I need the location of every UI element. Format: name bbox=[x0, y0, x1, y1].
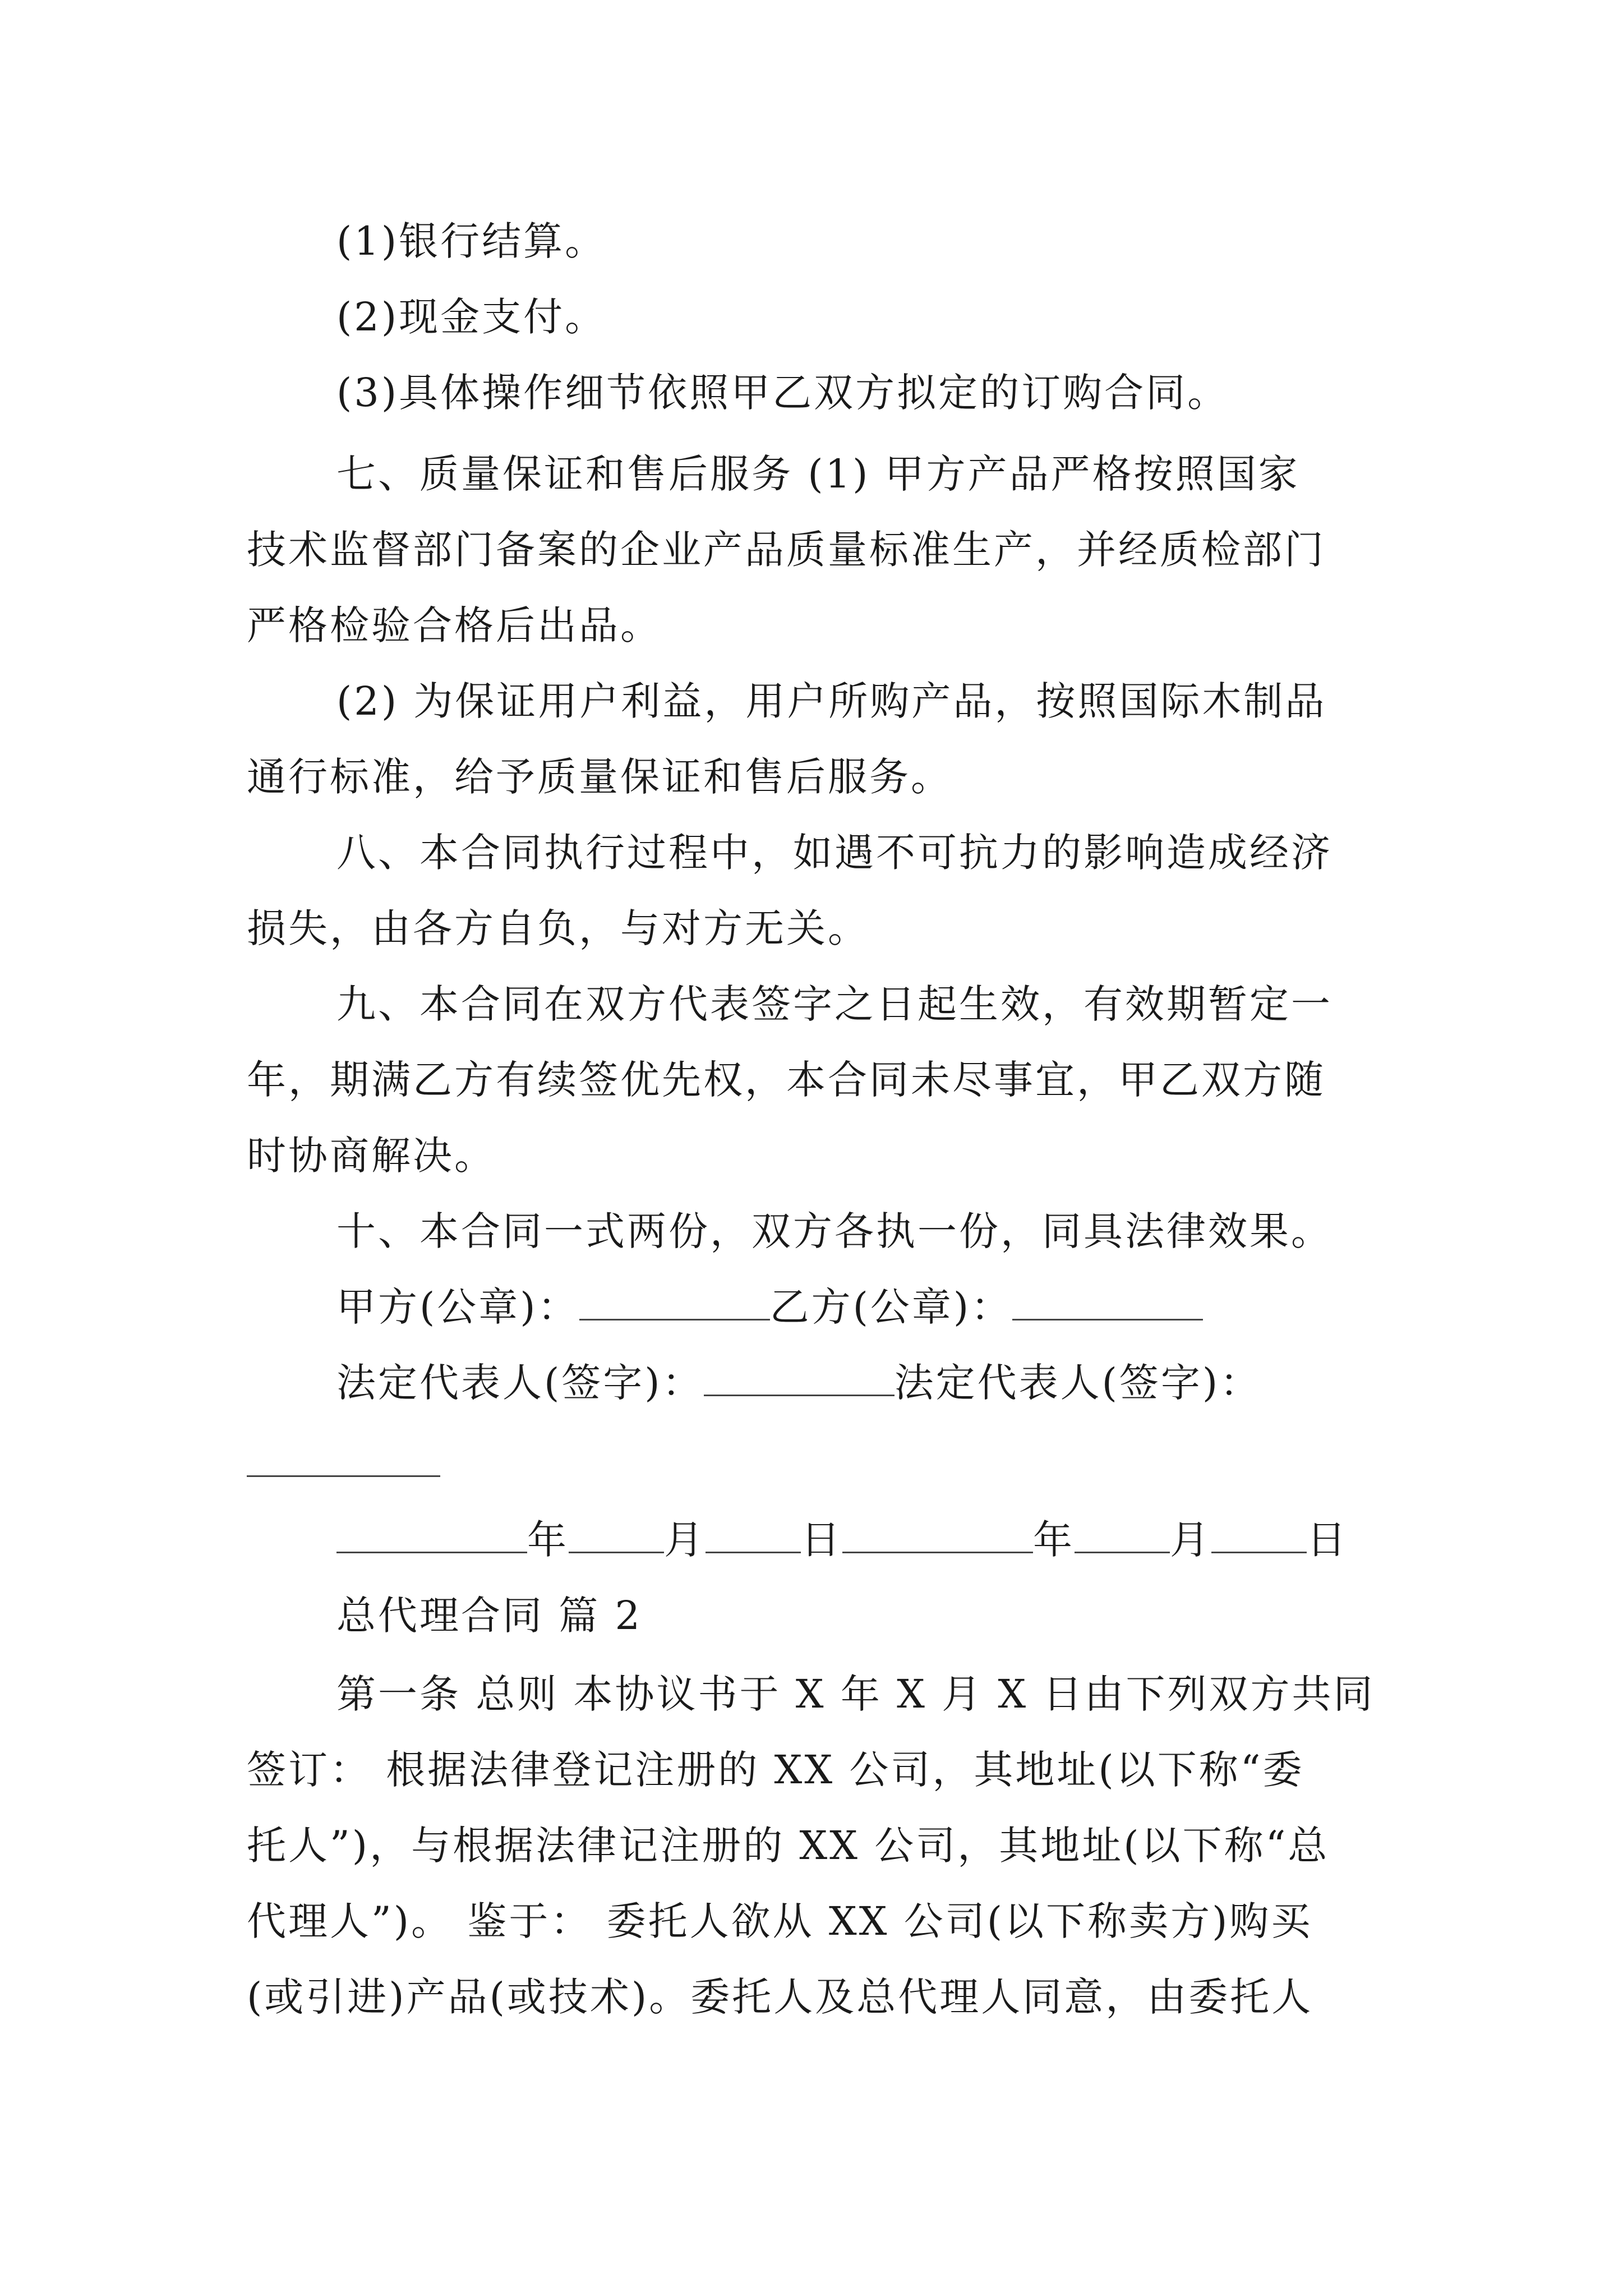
party-b-seal-blank bbox=[1012, 1284, 1203, 1320]
month-b-blank bbox=[1075, 1517, 1170, 1553]
month-a-label: 月 bbox=[664, 1517, 706, 1563]
party-b-seal-label: 乙方(公章)： bbox=[769, 1284, 1013, 1330]
section-2-line-1: 第一条 总则 本协议书于 X 年 X 月 X 日由下列双方共同 bbox=[336, 1671, 1375, 1717]
party-a-seal-blank bbox=[579, 1284, 770, 1320]
year-a-label: 年 bbox=[527, 1517, 569, 1563]
section-2-line-3: 托人”)，与根据法律记注册的 XX 公司，其地址(以下称“总 bbox=[247, 1823, 1330, 1869]
rep-a-label: 法定代表人(签字)： bbox=[336, 1360, 704, 1406]
section-2-line-2: 签订： 根据法律登记注册的 XX 公司，其地址(以下称“委 bbox=[247, 1747, 1304, 1793]
clause-8-line-1: 八、本合同执行过程中，如遇不可抗力的影响造成经济 bbox=[336, 830, 1332, 876]
section-2-line-4: 代理人”)。 鉴于： 委托人欲从 XX 公司(以下称卖方)购买 bbox=[247, 1898, 1313, 1944]
clause-8-line-2: 损失，由各方自负，与对方无关。 bbox=[247, 905, 869, 951]
clause-7-line-3: 严格检验合格后出品。 bbox=[247, 602, 662, 648]
payment-item-1: (1)银行结算。 bbox=[336, 218, 607, 264]
seal-line bbox=[336, 1282, 1203, 1332]
year-b-blank bbox=[842, 1517, 1033, 1553]
clause-7-2-line-2: 通行标准，给予质量保证和售后服务。 bbox=[247, 754, 952, 800]
year-b-label: 年 bbox=[1033, 1517, 1075, 1563]
date-line bbox=[336, 1515, 1348, 1565]
rep-a-blank bbox=[704, 1360, 895, 1396]
month-b-label: 月 bbox=[1170, 1517, 1211, 1563]
day-a-label: 日 bbox=[801, 1517, 842, 1563]
section-2-title: 总代理合同 篇 2 bbox=[336, 1593, 643, 1639]
clause-9-line-3: 时协商解决。 bbox=[247, 1133, 496, 1179]
clause-9-line-2: 年，期满乙方有续签优先权，本合同未尽事宜，甲乙双方随 bbox=[247, 1057, 1326, 1103]
clause-10-line: 十、本合同一式两份，双方各执一份，同具法律效果。 bbox=[336, 1208, 1332, 1254]
rep-b-label: 法定代表人(签字)： bbox=[894, 1360, 1262, 1406]
rep-b-blank bbox=[247, 1475, 440, 1477]
clause-7-line-1: 七、质量保证和售后服务 (1) 甲方产品严格按照国家 bbox=[336, 451, 1300, 497]
section-2-line-5: (或引进)产品(或技术)。委托人及总代理人同意，由委托人 bbox=[247, 1974, 1313, 2020]
day-a-blank bbox=[706, 1517, 801, 1553]
clause-7-line-2: 技术监督部门备案的企业产品质量标准生产，并经质检部门 bbox=[247, 527, 1326, 573]
party-a-seal-label: 甲方(公章)： bbox=[336, 1284, 579, 1330]
clause-7-2-line-1: (2) 为保证用户利益，用户所购产品，按照国际木制品 bbox=[336, 678, 1327, 724]
representative-line bbox=[336, 1358, 1261, 1408]
year-a-blank bbox=[336, 1517, 527, 1553]
clause-9-line-1: 九、本合同在双方代表签字之日起生效，有效期暂定一 bbox=[336, 981, 1332, 1027]
payment-item-2: (2)现金支付。 bbox=[336, 294, 607, 340]
day-b-label: 日 bbox=[1307, 1517, 1348, 1563]
day-b-blank bbox=[1211, 1517, 1307, 1553]
month-a-blank bbox=[569, 1517, 664, 1553]
payment-item-3: (3)具体操作细节依照甲乙双方拟定的订购合同。 bbox=[336, 370, 1229, 416]
